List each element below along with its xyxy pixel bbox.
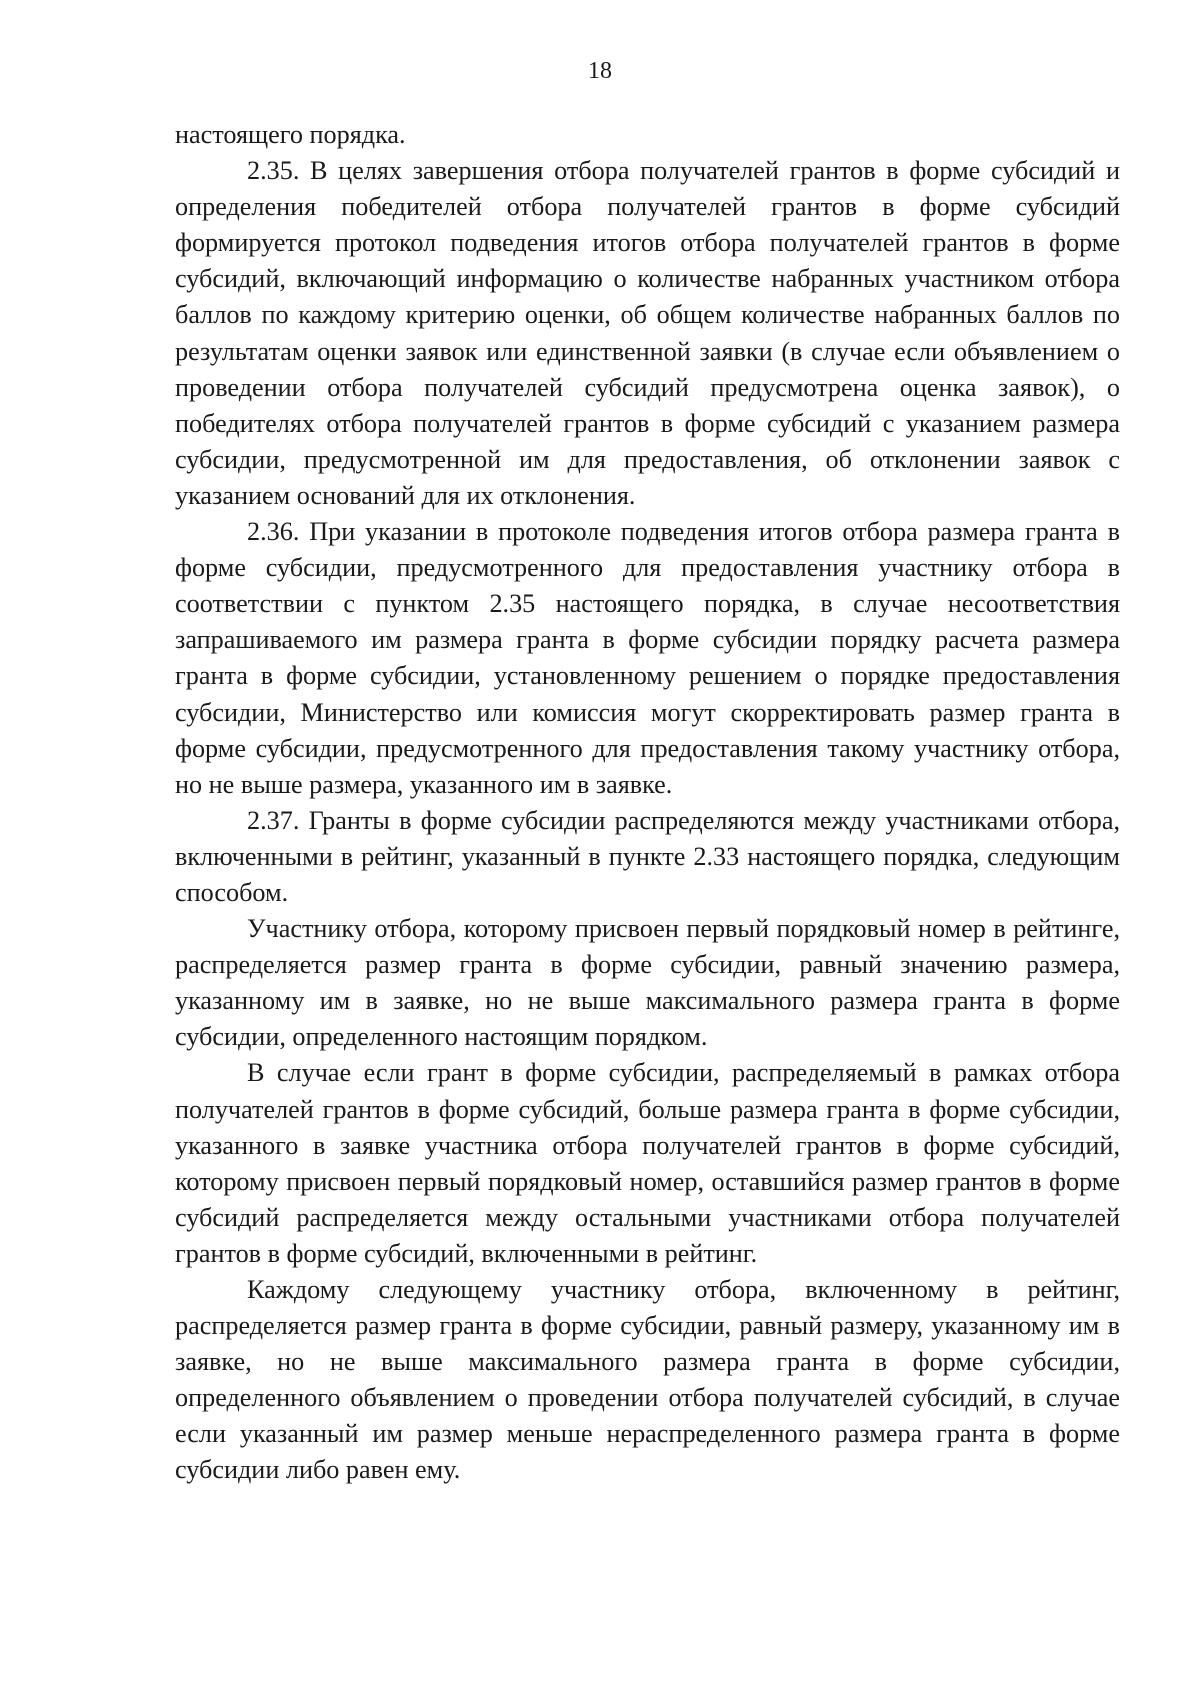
page-number: 18 <box>588 58 612 84</box>
paragraph-remaining-distribution: В случае если грант в форме субсидии, распределяемый в рамках отбора получателей грантов в форме субсидий, больше размера гранта в форме субсидии, указанного в заявке участника отбора получателей грантов в форме субсидий, которому присвоен первый порядковый номер, оставшийся размер грантов в форме субсидий распределяется между остальными участниками отбора получателей грантов в форме субсидий, включенными в рейтинг. <box>175 1058 1120 1268</box>
paragraph-2-35: 2.35. В целях завершения отбора получателей грантов в форме субсидий и определения победителей отбора получателей грантов в форме субсидий формируется протокол подведения итогов отбора получателей грантов в форме субсидий, включающий информацию о количестве набранных участником отбора баллов по каждому критерию оценки, об общем количестве набранных баллов по результатам оценки заявок или единственной заявки (в случае если объявлением о проведении отбора получателей субсидий предусмотрена оценка заявок), о победителях отбора получателей грантов в форме субсидий с указанием размера субсидии, предусмотренной им для предоставления, об отклонении заявок с указанием оснований для их отклонения. <box>175 156 1120 510</box>
paragraph-first-rank: Участнику отбора, которому присвоен первый порядковый номер в рейтинге, распределяется размер гранта в форме субсидии, равный значению размера, указанному им в заявке, но не выше максимального размера гранта в форме субсидии, определенного настоящим порядком. <box>175 914 1120 1052</box>
paragraph-continuation: настоящего порядка. <box>175 120 406 149</box>
document-body <box>175 117 1120 1489</box>
paragraph-2-37: 2.37. Гранты в форме субсидии распределяются между участниками отбора, включенными в рейтинг, указанный в пункте 2.33 настоящего порядка, следующим способом. <box>175 805 1120 907</box>
paragraph-2-36: 2.36. При указании в протоколе подведения итогов отбора размера гранта в форме субсидии, предусмотренного для предоставления участнику отбора в соответствии с пунктом 2.35 настоящего порядка, в случае несоответствия запрашиваемого им размера гранта в форме субсидии порядку расчета размера гранта в форме субсидии, установленному решением о порядке предоставления субсидии, Министерство или комиссия могут скорректировать размер гранта в форме субсидии, предусмотренного для предоставления такому участнику отбора, но не выше размера, указанного им в заявке. <box>175 517 1120 799</box>
paragraph-each-next-participant: Каждому следующему участнику отбора, включенному в рейтинг, распределяется размер гранта в форме субсидии, равный размеру, указанному им в заявке, но не выше максимального размера гранта в форме субсидии, определенного объявлением о проведении отбора получателей субсидий, в случае если указанный им размер меньше нераспределенного размера гранта в форме субсидии либо равен ему. <box>175 1275 1120 1485</box>
